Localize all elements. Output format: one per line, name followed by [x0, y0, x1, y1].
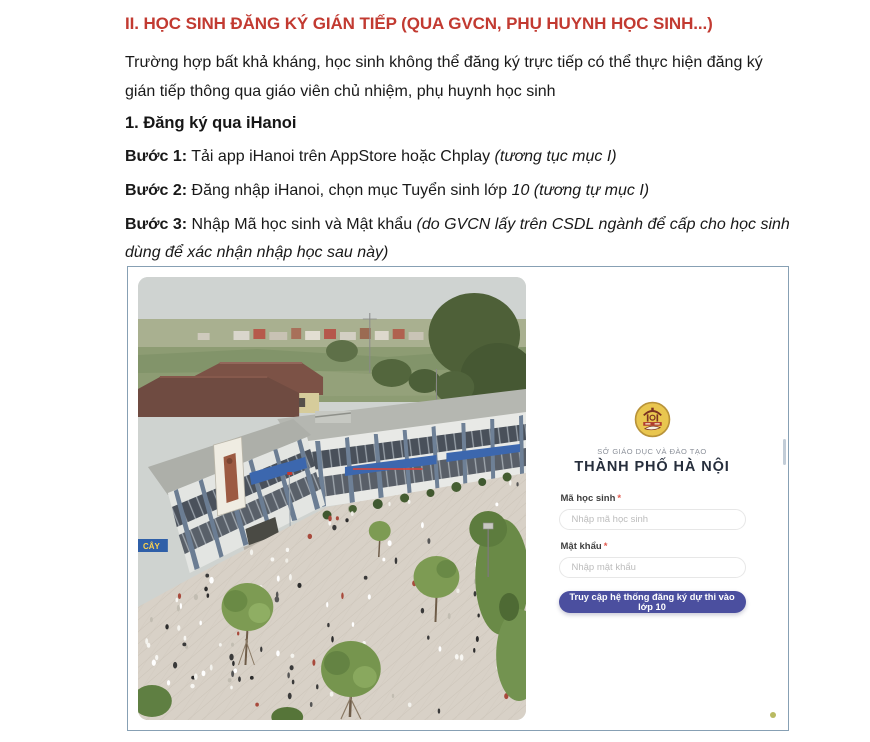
step-line-1 — [125, 143, 797, 171]
step-line-3 — [125, 211, 797, 267]
city-name: THÀNH PHỐ HÀ NỘI — [574, 459, 730, 475]
document-body — [125, 0, 797, 267]
required-asterisk: * — [603, 541, 608, 552]
step-note: 10 (tương tự mục I) — [511, 182, 650, 199]
student-code-label: Mã học sinh * — [560, 493, 622, 504]
step-label: Bước 3: — [125, 216, 188, 233]
step-label: Bước 1: — [125, 148, 188, 165]
password-input[interactable] — [559, 557, 746, 578]
subsection-heading: 1. Đăng ký qua iHanoi — [125, 114, 297, 132]
section-heading: II. HỌC SINH ĐĂNG KÝ GIÁN TIẾP (QUA GVCN, PHỤ HUYNH HỌC SINH...) — [125, 14, 713, 33]
password-label: Mật khẩu * — [560, 541, 608, 552]
required-asterisk: * — [617, 493, 622, 504]
submit-button[interactable]: Truy cập hệ thống đăng ký dự thi vào lớp 10 — [559, 591, 746, 613]
org-name: SỞ GIÁO DỤC VÀ ĐÀO TẠO — [597, 447, 707, 456]
step-text: Tải app iHanoi trên AppStore hoặc Chplay — [187, 148, 495, 165]
login-panel — [526, 277, 778, 720]
login-form — [559, 493, 746, 613]
intro-paragraph: Trường hợp bất khả kháng, học sinh không thể đăng ký trực tiếp có thể thực hiện đăng ký gián tiếp thông qua giáo viên chủ nhiệm, phụ huynh học sinh — [125, 54, 763, 100]
step-label: Bước 2: — [125, 182, 188, 199]
school-aerial-photo — [138, 277, 526, 720]
step-line-2 — [125, 177, 797, 205]
step-note: (tương tục mục I) — [494, 148, 617, 165]
step-text: Nhập Mã học sinh và Mật khẩu — [187, 216, 417, 233]
cay-sign-text: CÂY — [142, 541, 160, 552]
cursor-dot — [770, 712, 776, 718]
doe-logo-icon — [634, 401, 671, 438]
student-code-input[interactable] — [559, 509, 746, 530]
scrollbar-thumb[interactable] — [783, 439, 786, 465]
school-photo-illustration — [138, 277, 526, 720]
step-note: (do GVCN lấy trên CSDL ngành để cấp cho học sinh dùng để xác nhận nhập học sau này) — [125, 216, 790, 261]
embedded-login-screenshot — [127, 266, 789, 731]
step-text: Đăng nhập iHanoi, chọn mục Tuyển sinh lớp — [187, 182, 512, 199]
